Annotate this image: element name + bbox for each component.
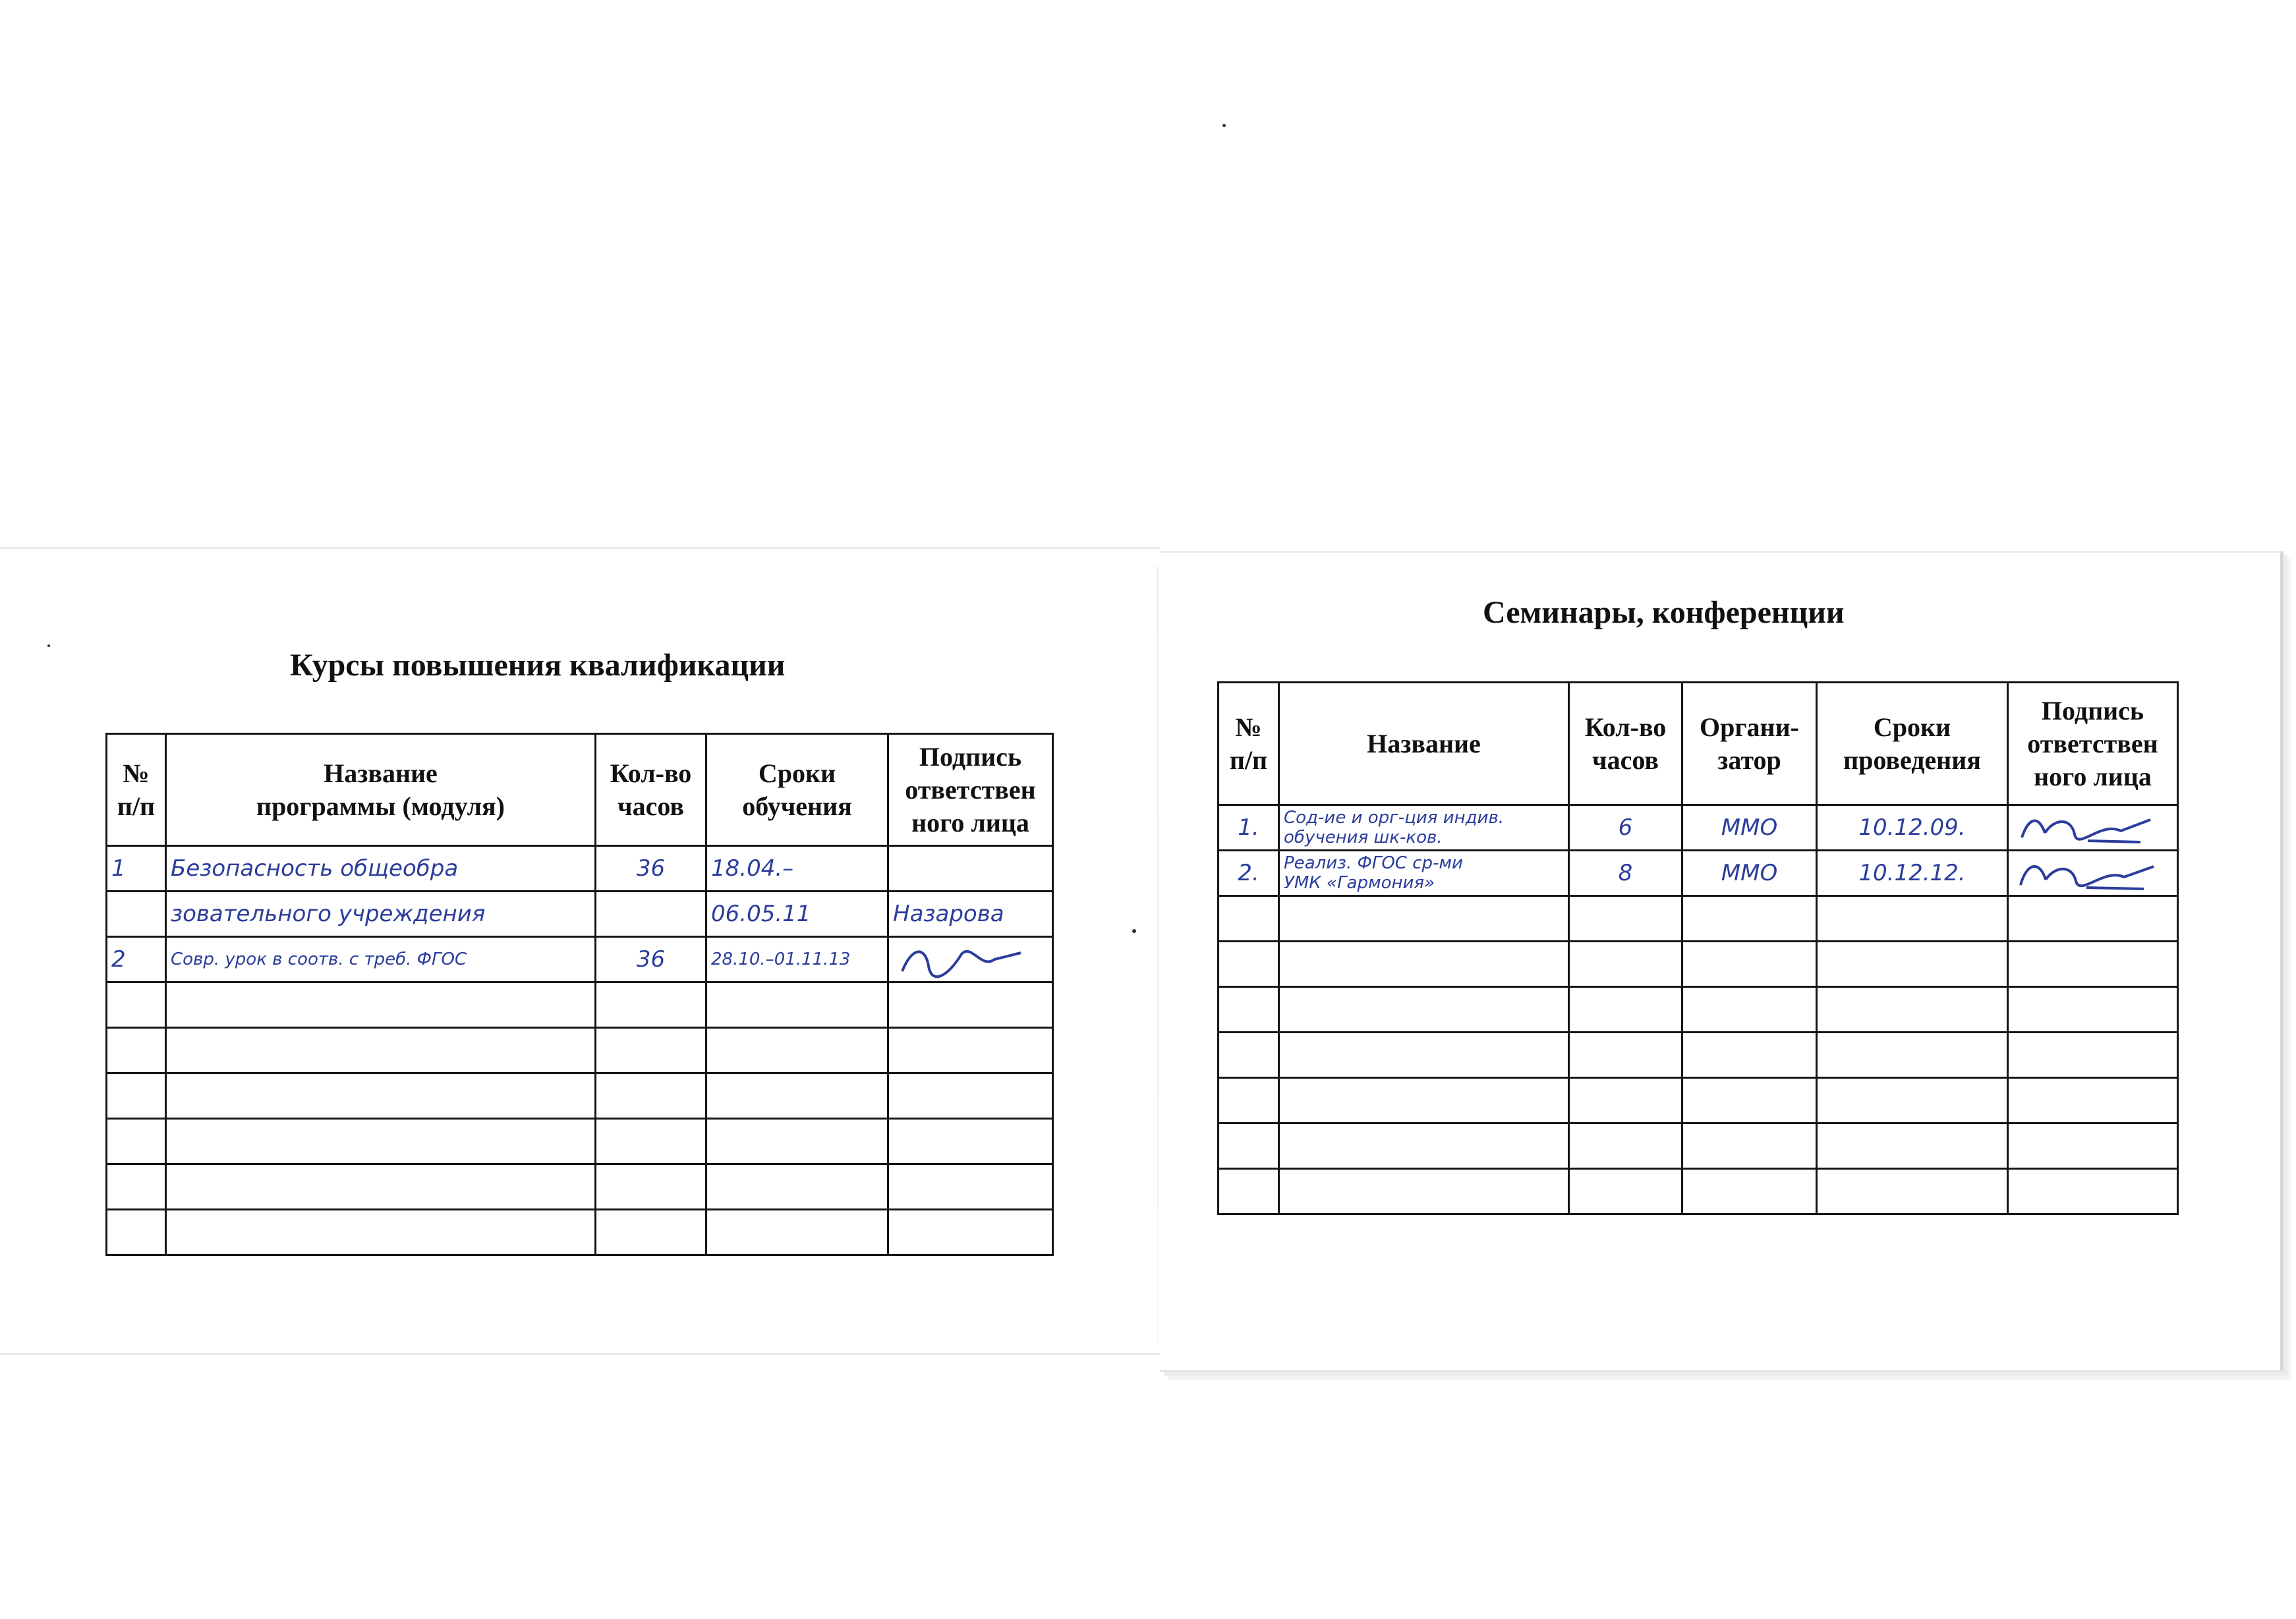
cell-name: [1279, 987, 1569, 1033]
table-row: [107, 1164, 1053, 1210]
cell-signature: [2008, 1169, 2178, 1214]
cell-organizer: [1682, 1078, 1817, 1123]
cell-program-name: [166, 1028, 596, 1073]
seminars-header-row: [1219, 683, 2178, 805]
table-row: [1219, 805, 2178, 851]
cell-signature: [2008, 1123, 2178, 1169]
cell-dates: [1817, 896, 2008, 942]
cell-hours: [1569, 1169, 1682, 1214]
cell-dates: [1817, 942, 2008, 987]
cell-hours: [596, 1028, 706, 1073]
cell-program-name: [166, 1119, 596, 1164]
cell-dates: [706, 982, 888, 1028]
cell-program-name: [166, 982, 596, 1028]
header-name: Название: [1279, 683, 1569, 805]
cell-signature: [2008, 987, 2178, 1033]
paper-speck: [1222, 124, 1226, 127]
cell-program-name: [166, 1073, 596, 1119]
header-signature: Подпись ответствен ного лица: [2008, 683, 2178, 805]
cell-dates: [1817, 1169, 2008, 1214]
table-row: [107, 1119, 1053, 1164]
table-row: [1219, 987, 2178, 1033]
cell-number: [1219, 1078, 1279, 1123]
cell-signature: Назарова: [888, 892, 1053, 937]
cell-number: 1.: [1219, 805, 1279, 851]
cell-number: [107, 892, 166, 937]
cell-signature: [888, 1210, 1053, 1255]
cell-program-name: [166, 1164, 596, 1210]
cell-program-name: зовательного учреждения: [166, 892, 596, 937]
header-program-name: Название программы (модуля): [166, 734, 596, 846]
cell-number: [107, 1119, 166, 1164]
paper-speck: [47, 644, 50, 647]
cell-signature: [888, 982, 1053, 1028]
cell-dates: [1817, 1078, 2008, 1123]
cell-name: [1279, 942, 1569, 987]
cell-dates: 10.12.12.: [1817, 851, 2008, 896]
cell-number: [107, 1073, 166, 1119]
cell-signature: [888, 1073, 1053, 1119]
cell-number: [107, 1164, 166, 1210]
cell-number: [107, 982, 166, 1028]
cell-organizer: ММО: [1682, 851, 1817, 896]
cell-dates: [706, 1028, 888, 1073]
cell-signature: [2008, 1078, 2178, 1123]
table-row: [1219, 942, 2178, 987]
cell-number: [1219, 1033, 1279, 1078]
cell-organizer: ММО: [1682, 805, 1817, 851]
table-row: [1219, 1033, 2178, 1078]
cell-hours: [596, 1119, 706, 1164]
cell-hours: 36: [596, 937, 706, 982]
table-row: [107, 1073, 1053, 1119]
signature-mark: [889, 940, 1047, 979]
cell-organizer: [1682, 942, 1817, 987]
cell-dates: [706, 1073, 888, 1119]
cell-dates: 06.05.11: [706, 892, 888, 937]
header-study-dates: Сроки обучения: [706, 734, 888, 846]
header-organizer: Органи- затор: [1682, 683, 1817, 805]
cell-dates: [706, 1119, 888, 1164]
cell-number: [1219, 942, 1279, 987]
cell-dates: [1817, 987, 2008, 1033]
cell-hours: [596, 982, 706, 1028]
signature-mark: [2009, 853, 2173, 893]
cell-organizer: [1682, 1033, 1817, 1078]
cell-number: [1219, 896, 1279, 942]
cell-hours: [1569, 896, 1682, 942]
cell-number: [1219, 1169, 1279, 1214]
table-row: [1219, 896, 2178, 942]
cell-name: [1279, 1123, 1569, 1169]
table-row: [107, 892, 1053, 937]
cell-signature: [888, 846, 1053, 892]
header-hours: Кол-во часов: [1569, 683, 1682, 805]
table-row: [107, 982, 1053, 1028]
cell-organizer: [1682, 1169, 1817, 1214]
cell-number: [1219, 1123, 1279, 1169]
cell-name: [1279, 1078, 1569, 1123]
cell-dates: [1817, 1123, 2008, 1169]
cell-hours: [596, 1210, 706, 1255]
courses-header-row: [107, 734, 1053, 846]
cell-name: Реализ. ФГОС ср-ми УМК «Гармония»: [1279, 851, 1569, 896]
cell-number: 2: [107, 937, 166, 982]
cell-hours: [596, 892, 706, 937]
cell-hours: [1569, 1123, 1682, 1169]
table-row: [107, 1028, 1053, 1073]
cell-number: 1: [107, 846, 166, 892]
table-row: [1219, 1078, 2178, 1123]
header-hours: Кол-во часов: [596, 734, 706, 846]
cell-program-name: Совр. урок в соотв. с треб. ФГОС: [166, 937, 596, 982]
cell-organizer: [1682, 1123, 1817, 1169]
signature-mark: [2009, 808, 2173, 847]
seminars-table: [1217, 681, 2179, 1215]
header-number: № п/п: [1219, 683, 1279, 805]
cell-hours: [1569, 1033, 1682, 1078]
table-row: [107, 937, 1053, 982]
book-spine: [1157, 567, 1159, 1344]
table-row: [107, 846, 1053, 892]
courses-title: Курсы повышения квалификации: [290, 648, 786, 683]
header-dates: Сроки проведения: [1817, 683, 2008, 805]
cell-signature: [2008, 942, 2178, 987]
table-row: [107, 1210, 1053, 1255]
cell-dates: 18.04.–: [706, 846, 888, 892]
cell-hours: [596, 1073, 706, 1119]
cell-signature: [888, 1119, 1053, 1164]
paper-speck: [1132, 929, 1136, 933]
cell-hours: [1569, 1078, 1682, 1123]
cell-signature: [2008, 851, 2178, 896]
cell-program-name: Безопасность общеобра: [166, 846, 596, 892]
cell-signature: [888, 1164, 1053, 1210]
cell-dates: 28.10.–01.11.13: [706, 937, 888, 982]
cell-organizer: [1682, 987, 1817, 1033]
cell-dates: [706, 1164, 888, 1210]
cell-hours: [596, 1164, 706, 1210]
header-signature: Подпись ответствен ного лица: [888, 734, 1053, 846]
cell-signature: [888, 937, 1053, 982]
cell-signature: [888, 1028, 1053, 1073]
cell-dates: [1817, 1033, 2008, 1078]
cell-dates: [706, 1210, 888, 1255]
cell-hours: [1569, 987, 1682, 1033]
cell-number: [1219, 987, 1279, 1033]
header-number: № п/п: [107, 734, 166, 846]
cell-name: [1279, 1169, 1569, 1214]
courses-table: [105, 733, 1054, 1256]
cell-number: [107, 1210, 166, 1255]
cell-number: [107, 1028, 166, 1073]
cell-program-name: [166, 1210, 596, 1255]
cell-dates: 10.12.09.: [1817, 805, 2008, 851]
table-row: [1219, 1169, 2178, 1214]
cell-hours: 8: [1569, 851, 1682, 896]
cell-hours: 36: [596, 846, 706, 892]
cell-signature: [2008, 805, 2178, 851]
cell-hours: 6: [1569, 805, 1682, 851]
cell-name: Сод-ие и орг-ция индив. обучения шк-ков.: [1279, 805, 1569, 851]
cell-name: [1279, 1033, 1569, 1078]
cell-organizer: [1682, 896, 1817, 942]
cell-hours: [1569, 942, 1682, 987]
cell-signature: [2008, 1033, 2178, 1078]
cell-name: [1279, 896, 1569, 942]
seminars-title: Семинары, конференции: [1483, 595, 1845, 630]
table-row: [1219, 851, 2178, 896]
cell-number: 2.: [1219, 851, 1279, 896]
cell-signature: [2008, 896, 2178, 942]
table-row: [1219, 1123, 2178, 1169]
